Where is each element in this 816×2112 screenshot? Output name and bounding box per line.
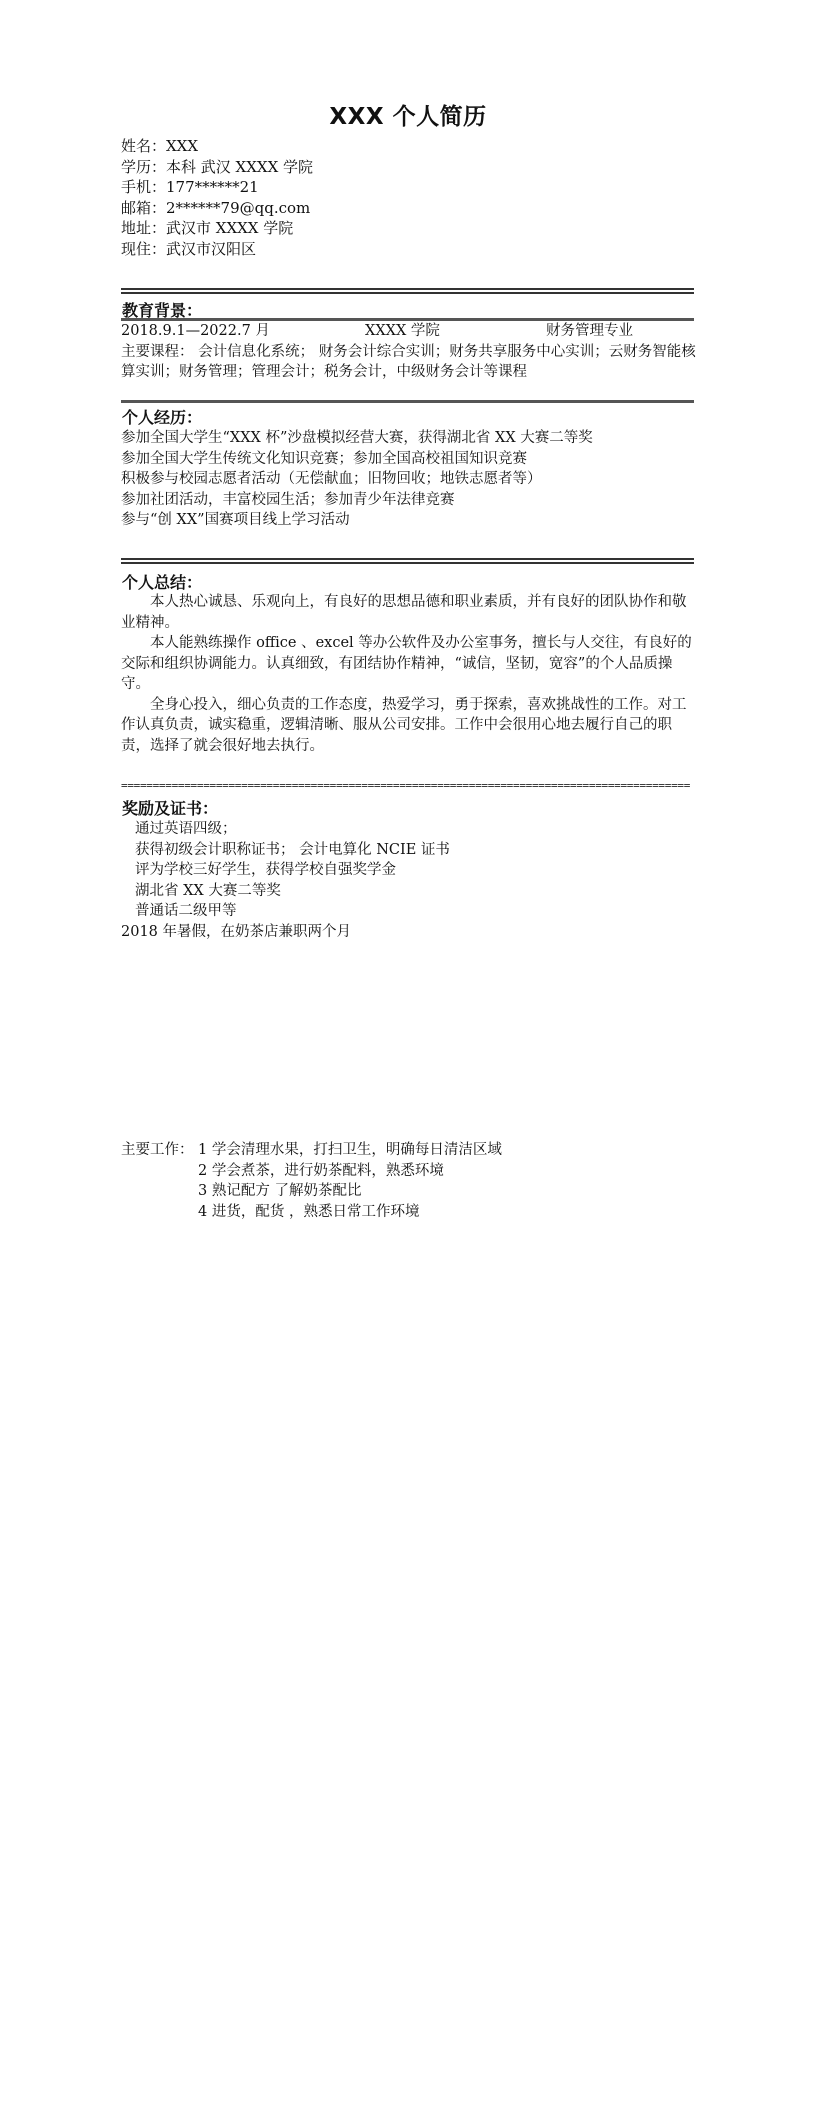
resume-title: XXX 个人简历 <box>329 104 487 130</box>
awards-heading: 奖励及证书： <box>122 799 219 818</box>
experience-heading: 个人经历： <box>122 408 203 427</box>
awards-list <box>121 819 450 942</box>
divider-thick <box>121 400 694 403</box>
work-item: 1 学会清理水果，打扫卫生，明确每日清洁区域 <box>198 1142 502 1158</box>
work-item: 2 学会煮茶，进行奶茶配料，熟悉环境 <box>198 1162 444 1179</box>
education-heading: 教育背景： <box>122 301 203 320</box>
award-item: 普通话二级甲等 <box>135 903 237 919</box>
experience-item: 参加全国大学生传统文化知识竞赛；参加全国高校祖国知识竞赛 <box>121 450 527 467</box>
divider-double <box>121 558 694 564</box>
personal-info <box>121 136 313 259</box>
summary-paragraph: 全身心投入，细心负责的工作态度，热爱学习，勇于探索，喜欢挑战性的工作。对工作认真负责，诚实稳重，逻辑清晰、服从公司安排。工作中会很用心地去履行自己的职责，选择了就会很好地去执行。 <box>121 696 687 754</box>
info-phone: 手机：177******21 <box>121 178 259 196</box>
divider-equals: ========================================================================================== <box>121 780 691 792</box>
experience-item: 参与“创 XX”国赛项目线上学习活动 <box>121 512 350 528</box>
education-row <box>121 321 696 342</box>
info-name: 姓名：XXX <box>121 137 199 155</box>
award-item: 湖北省 XX 大赛二等奖 <box>135 882 281 899</box>
education-block <box>121 321 696 383</box>
award-item: 通过英语四级； <box>135 821 237 837</box>
summary-paragraph: 本人热心诚恳、乐观向上，有良好的思想品德和职业素质，并有良好的团队协作和敬业精神。 <box>121 594 687 631</box>
info-address: 地址：武汉市 XXXX 学院 <box>121 219 294 237</box>
education-school: XXXX 学院 <box>365 323 440 339</box>
education-period: 2018.9.1—2022.7 月 <box>121 323 270 339</box>
experience-list <box>121 428 696 531</box>
education-courses: 主要课程： 会计信息化系统； 财务会计综合实训；财务共享服务中心实训；云财务智能核算实训；财务管理；管理会计；税务会计，中级财务会计等课程 <box>121 343 696 380</box>
summary-paragraph: 本人能熟练操作 office 、excel 等办公软件及办公室事务，擅长与人交往，有良好的交际和组织协调能力。认真细致，有团结协作精神，“诚信，坚韧，宽容”的个人品质操守。 <box>121 635 692 692</box>
work-label: 主要工作： <box>121 1142 194 1158</box>
education-major: 财务管理专业 <box>546 323 633 339</box>
summary-block <box>121 592 696 756</box>
experience-item: 参加社团活动，丰富校园生活；参加青少年法律竞赛 <box>121 491 455 508</box>
info-residence: 现住：武汉市汉阳区 <box>121 239 257 258</box>
summary-heading: 个人总结： <box>122 573 203 592</box>
info-email: 邮箱：2******79@qq.com <box>121 198 311 217</box>
experience-item: 参加全国大学生“XXX 杯”沙盘模拟经营大赛，获得湖北省 XX 大赛二等奖 <box>121 430 593 446</box>
divider-double <box>121 288 694 294</box>
work-item: 4 进货，配货 ，熟悉日常工作环境 <box>198 1203 420 1220</box>
work-item: 3 熟记配方 了解奶茶配比 <box>198 1183 362 1199</box>
info-education: 学历：本科 武汉 XXXX 学院 <box>121 157 314 176</box>
experience-item: 积极参与校园志愿者活动（无偿献血；旧物回收；地铁志愿者等） <box>121 471 542 487</box>
summer-job-note: 2018 年暑假，在奶茶店兼职两个月 <box>121 923 352 940</box>
award-item: 获得初级会计职称证书； 会计电算化 NCIE 证书 <box>135 841 450 858</box>
award-item: 评为学校三好学生，获得学校自强奖学金 <box>135 862 396 878</box>
